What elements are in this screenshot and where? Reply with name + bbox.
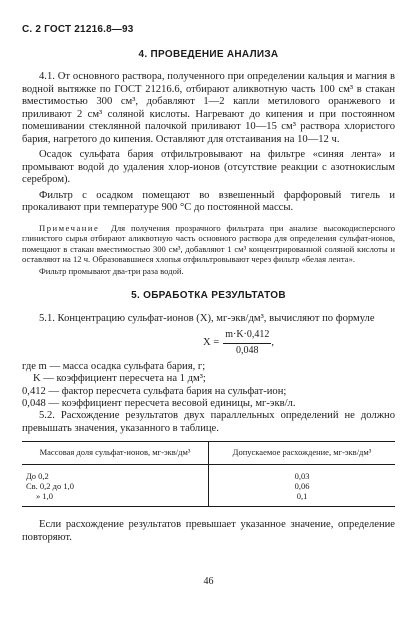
section-4-paragraph-1: 4.1. От основного раствора, полученного при определении кальция и магния в водной вытяжке по ГОСТ 21216.6, отбирают аликвотную часть 100 см³ в стакан вместимостью 300 см³, добавляют 1—2 капли метилового оранжевого и приливают 2 см³ соляной кислоты. Нагревают до кипения и при постоянном помешивании стеклянной палочкой приливают 10—15 см³ раствора хлористого бария, нагретого до кипения. Оставляют для отстаивания на 10—12 ч.	[22, 71, 395, 145]
table-cell-value: 0,1	[209, 492, 396, 507]
table-header-mass-fraction: Массовая доля сульфат-ионов, мг-экв/дм³	[22, 442, 209, 465]
closing-paragraph: Если расхождение результатов превышает указанное значение, определение повторяют.	[22, 519, 395, 543]
formula-numerator: m·K·0,412	[223, 329, 271, 344]
definitions-list	[22, 361, 395, 410]
definition-item: 0,048 — коэффициент пересчета весовой единицы, мг-экв/л.	[22, 397, 296, 409]
table-row	[22, 464, 395, 481]
tolerance-table	[22, 441, 395, 507]
page-header: С. 2 ГОСТ 21216.8—93	[22, 24, 134, 35]
table-cell-range: До 0,2	[26, 470, 49, 481]
table-cell-value: 0,03	[209, 464, 396, 481]
formula-denominator: 0,048	[236, 344, 259, 356]
definition-item: где m — масса осадка сульфата бария, г;	[22, 361, 206, 372]
table-row	[22, 492, 395, 507]
definition-item: 0,412 — фактор пересчета сульфата бария на сульфат-ион;	[22, 385, 287, 397]
page-number: 46	[203, 576, 214, 587]
formula	[82, 329, 395, 357]
table-cell-value: 0,06	[209, 482, 396, 492]
table-header-tolerance: Допускаемое расхождение, мг-экв/дм³	[209, 442, 396, 465]
note-continuation: Фильтр промывают два-три раза водой.	[39, 265, 184, 276]
section-5-paragraph-1: 5.1. Концентрацию сульфат-ионов (X), мг-экв/дм³, вычисляют по формуле	[39, 312, 375, 324]
formula-end: ,	[271, 336, 275, 348]
section-4-paragraph-3: Фильтр с осадком помещают во взвешенный фарфоровый тигель и прокаливают при температуре 900 °С до постоянной массы.	[22, 189, 395, 213]
formula-fraction	[223, 329, 271, 357]
note-label: Примечание	[39, 222, 100, 233]
section-5-paragraph-2: 5.2. Расхождение результатов двух параллельных определений не должно превышать значения, указанного в таблице.	[22, 410, 395, 434]
section-5-title: 5. ОБРАБОТКА РЕЗУЛЬТАТОВ	[131, 290, 286, 301]
section-4-title: 4. ПРОВЕДЕНИЕ АНАЛИЗА	[138, 48, 279, 60]
note-text: Для получения прозрачного фильтрата при анализе высокодисперсного глинистого сырья отбирают аликвотную часть основного раствора для определения сульфат-ионов, помещают в стакан вместимостью 300 см³, добавляют 1 см³ концентрированной соляной кислоты и оставляют на 12 ч. Образовавшиеся хлопья отфильтровывают через фильтр «белая лента».	[22, 222, 395, 264]
formula-lhs: X =	[202, 336, 220, 348]
definition-item: K — коэффициент пересчета на 1 дм³;	[33, 373, 206, 385]
section-4-paragraph-2: Осадок сульфата бария отфильтровывают на фильтре «синяя лента» и промывают водой до удаления хлор-ионов (отсутствие реакции с азотнокислым серебром).	[22, 149, 395, 185]
table-row	[22, 482, 395, 492]
note	[22, 223, 395, 265]
table-cell-range: Св. 0,2 до 1,0	[26, 480, 75, 491]
table-cell-range: » 1,0	[22, 492, 209, 507]
